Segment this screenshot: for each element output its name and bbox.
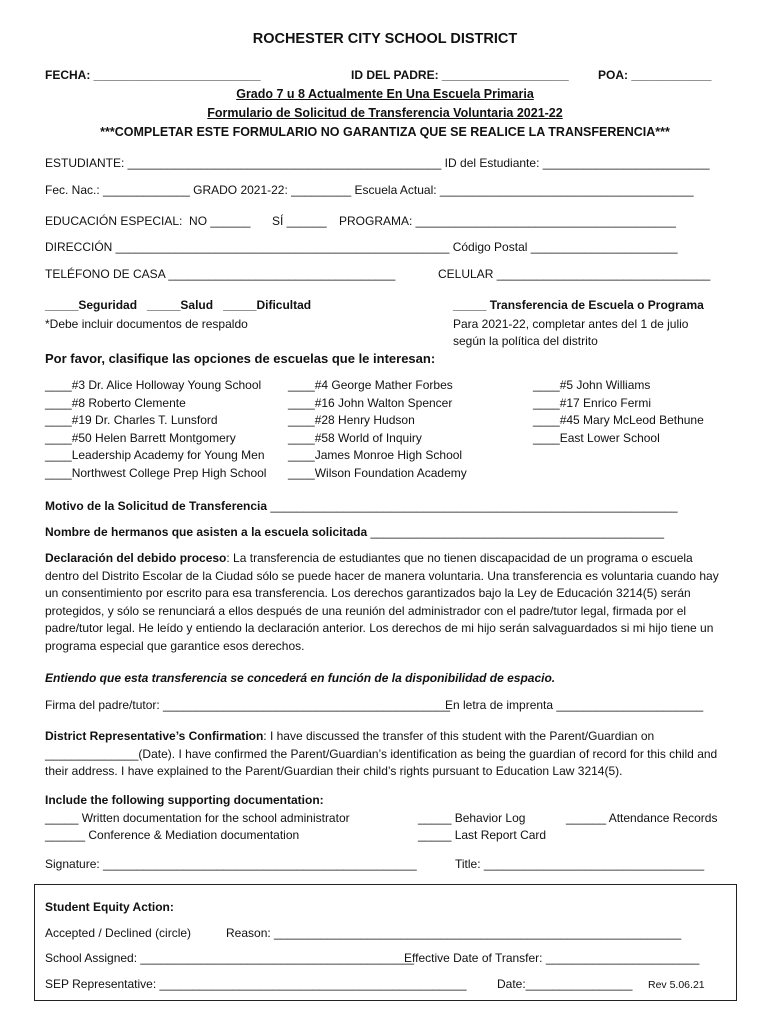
- school-column-2: [288, 377, 467, 483]
- behavior-log-option[interactable]: _____ Behavior Log: [418, 811, 526, 825]
- signature-field[interactable]: Signature: _______________________________________________: [45, 857, 417, 871]
- transfer-policy-note: según la política del distrito: [453, 334, 598, 348]
- program-field[interactable]: PROGRAMA: _______________________________________: [339, 214, 676, 228]
- school-option[interactable]: ____#45 Mary McLeod Bethune: [533, 413, 704, 428]
- title-field[interactable]: Title: _________________________________: [455, 857, 705, 871]
- report-card-option[interactable]: _____ Last Report Card: [418, 828, 547, 842]
- siblings-line[interactable]: ____________________________________________: [367, 525, 665, 539]
- written-doc-option[interactable]: _____ Written documentation for the school administrator: [45, 811, 350, 825]
- home-phone-field[interactable]: TELÉFONO DE CASA __________________________________: [45, 267, 396, 281]
- due-process-text: : La transferencia de estudiantes que no tienen discapacidad de un programa o escuela dentro del Distrito Escolar de la Ciudad sólo se puede hacer de manera voluntaria. Una transferencia es voluntaria cuando hay un consentimiento por escrito para esa transferencia. Los derechos garantizados bajo la Ley de Educación 3214(5) serán protegidos, y sólo se renunciará a ellos después de una reunión del administrador con el padre/tutor legal, firmada por el padre/tutor legal. He leído y entiendo la declaración anterior. Los derechos de mi hijo serán salvaguardados si mi hijo tiene un programa especial que garantice esos derechos.: [45, 551, 719, 653]
- accepted-declined-option[interactable]: Accepted / Declined (circle): [45, 926, 192, 940]
- notice: ***COMPLETAR ESTE FORMULARIO NO GARANTIZA QUE SE REALICE LA TRANSFERENCIA***: [100, 125, 670, 139]
- parent-signature-field[interactable]: Firma del padre/tutor: ___________________________________________: [45, 698, 451, 712]
- school-option[interactable]: ____#50 Helen Barrett Montgomery: [45, 430, 236, 445]
- availability-statement: Entiendo que esta transferencia se concederá en función de la disponibilidad de espacio.: [45, 671, 556, 685]
- school-column-1: [45, 377, 266, 483]
- conference-doc-option[interactable]: ______ Conference & Mediation documentation: [45, 828, 300, 842]
- siblings-field[interactable]: [45, 525, 664, 539]
- transfer-reason-field[interactable]: [45, 499, 678, 513]
- fecha-field[interactable]: FECHA: _________________________: [45, 68, 261, 82]
- reason-options[interactable]: _____Seguridad _____Salud _____Dificultad: [45, 298, 312, 312]
- special-ed-si-field[interactable]: SÍ ______: [272, 214, 327, 228]
- school-assigned-field[interactable]: School Assigned: _________________________________________: [45, 951, 415, 965]
- school-option[interactable]: ____#58 World of Inquiry: [288, 430, 422, 445]
- school-option[interactable]: ____#28 Henry Hudson: [288, 413, 415, 428]
- school-option[interactable]: ____East Lower School: [533, 430, 660, 445]
- sep-date-field[interactable]: Date:________________: [497, 977, 633, 991]
- special-ed-no-field[interactable]: EDUCACIÓN ESPECIAL: NO ______: [45, 214, 251, 228]
- school-option[interactable]: ____#17 Enrico Fermi: [533, 395, 652, 410]
- due-process-label: Declaración del debido proceso: [45, 551, 227, 565]
- school-option[interactable]: ____#16 John Walton Spencer: [288, 395, 453, 410]
- cell-phone-field[interactable]: CELULAR ________________________________: [438, 267, 711, 281]
- effective-date-field[interactable]: Effective Date of Transfer: _______________________: [404, 951, 700, 965]
- transfer-reason-label: Motivo de la Solicitud de Transferencia: [45, 499, 268, 513]
- district-rep-label: District Representative’s Confirmation: [45, 729, 264, 743]
- school-option[interactable]: ____James Monroe High School: [288, 448, 463, 463]
- dob-grade-school-field[interactable]: Fec. Nac.: _____________ GRADO 2021-22: _________ Escuela Actual: ______________________________________: [45, 183, 694, 197]
- school-option[interactable]: ____Northwest College Prep High School: [45, 465, 267, 480]
- school-option[interactable]: ____#19 Dr. Charles T. Lunsford: [45, 413, 218, 428]
- equity-heading: Student Equity Action:: [45, 900, 174, 914]
- school-column-3: [533, 377, 704, 447]
- documentation-heading: Include the following supporting documentation:: [45, 793, 324, 807]
- school-option[interactable]: ____#3 Dr. Alice Holloway Young School: [45, 378, 262, 392]
- poa-field[interactable]: POA: ____________: [598, 68, 712, 82]
- form-title: Formulario de Solicitud de Transferencia Voluntaria 2021-22: [207, 106, 563, 120]
- address-field[interactable]: DIRECCIÓN __________________________________________________ Código Postal ______________________: [45, 240, 678, 254]
- due-process-statement: [45, 550, 730, 656]
- school-option[interactable]: ____#8 Roberto Clemente: [45, 395, 186, 410]
- school-option[interactable]: ____#5 John Williams: [533, 378, 651, 392]
- print-name-field[interactable]: En letra de imprenta ______________________: [445, 698, 704, 712]
- school-option[interactable]: ____Leadership Academy for Young Men: [45, 448, 265, 463]
- siblings-label: Nombre de hermanos que asisten a la escuela solicitada: [45, 525, 368, 539]
- school-option[interactable]: ____Wilson Foundation Academy: [288, 465, 467, 480]
- equity-reason-field[interactable]: Reason: _____________________________________________________________: [226, 926, 682, 940]
- student-name-field[interactable]: ESTUDIANTE: _______________________________________________ ID del Estudiante: _________________________: [45, 156, 710, 170]
- revision-label: Rev 5.06.21: [648, 979, 705, 991]
- sep-representative-field[interactable]: SEP Representative: ______________________________________________: [45, 977, 467, 991]
- transfer-deadline-note: Para 2021-22, completar antes del 1 de julio: [453, 317, 689, 331]
- district-rep-confirmation: [45, 728, 730, 781]
- parent-id-field[interactable]: ID DEL PADRE: ___________________: [351, 68, 569, 82]
- transfer-reason-line[interactable]: _____________________________________________________________: [267, 499, 678, 513]
- school-program-transfer-option[interactable]: _____ Transferencia de Escuela o Programa: [453, 298, 704, 312]
- schools-heading: Por favor, clasifique las opciones de escuelas que le interesan:: [45, 351, 436, 366]
- school-option[interactable]: ____#4 George Mather Forbes: [288, 378, 453, 392]
- district-title: ROCHESTER CITY SCHOOL DISTRICT: [252, 31, 518, 47]
- attendance-option[interactable]: ______ Attendance Records: [566, 811, 718, 825]
- district-rep-text: : I have discussed the transfer of this student with the Parent/Guardian on ______________(Date). I have confirmed the Parent/Guardian’s identification as being the guardian of record for this child and their address. I have explained to the Parent/Guardian their child’s rights pursuant to Education Law 3214(5).: [45, 729, 718, 779]
- reason-note: *Debe incluir documentos de respaldo: [45, 317, 248, 331]
- grade-heading: Grado 7 u 8 Actualmente En Una Escuela Primaria: [236, 87, 534, 101]
